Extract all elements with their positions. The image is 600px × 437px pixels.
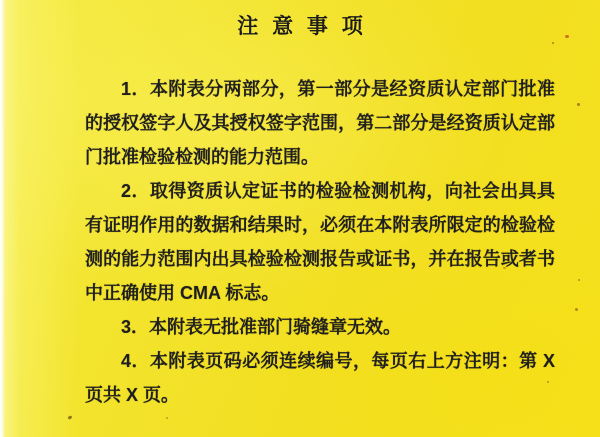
page-title: 注 意 事 项 <box>237 15 367 38</box>
dust-speck <box>577 103 580 106</box>
notice-paragraph-3: 3．本附表无批准部门骑缝章无效。 <box>121 317 402 337</box>
dust-speck <box>578 279 580 281</box>
notice-paragraph-2: 2．取得资质认定证书的检验检测机构，向社会出具具有证明作用的数据和结果时，必须在本附表所限定的检验检测的能力范围内出具检验检测报告或证书，并在报告或者书中正确使用 CMA 标志。 <box>85 181 555 303</box>
notice-paragraph-4: 4．本附表页码必须连续编号，每页右上方注明：第 X 页共 X 页。 <box>85 351 555 405</box>
dust-speck <box>575 308 578 311</box>
dust-speck <box>552 42 554 44</box>
notice-body <box>0 72 555 412</box>
dust-speck <box>68 415 73 420</box>
dust-speck <box>166 417 168 419</box>
notice-paragraph-1: 1．本附表分两部分，第一部分是经资质认定部门批准的授权签字人及其授权签字范围，第二部分是经资质认定部门批准检验检测的能力范围。 <box>85 79 555 167</box>
